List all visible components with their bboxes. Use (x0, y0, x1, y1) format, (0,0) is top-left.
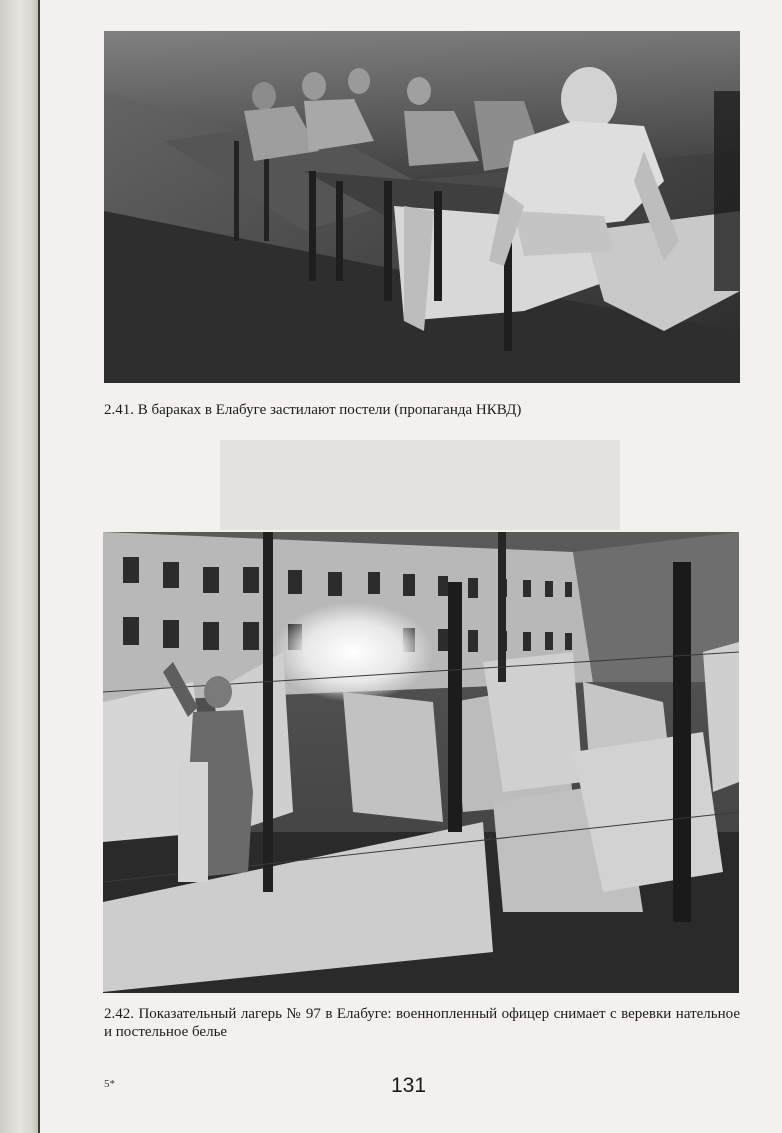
bleed-through-text-area (220, 440, 620, 530)
figure-caption-2-42: 2.42. Показательный лагерь № 97 в Елабуге: военнопленный офицер снимает с веревки нательное и постельное белье (104, 1006, 740, 1040)
figure-caption-2-41: 2.41. В бараках в Елабуге застилают постели (пропаганда НКВД) (104, 402, 522, 418)
book-spine-shadow (0, 0, 40, 1133)
book-gutter-line (38, 0, 40, 1133)
page-number: 131 (391, 1074, 427, 1097)
barracks-bed-making-photo (104, 31, 740, 383)
camp-laundry-photo (103, 532, 739, 993)
signature-mark: 5* (104, 1078, 115, 1090)
